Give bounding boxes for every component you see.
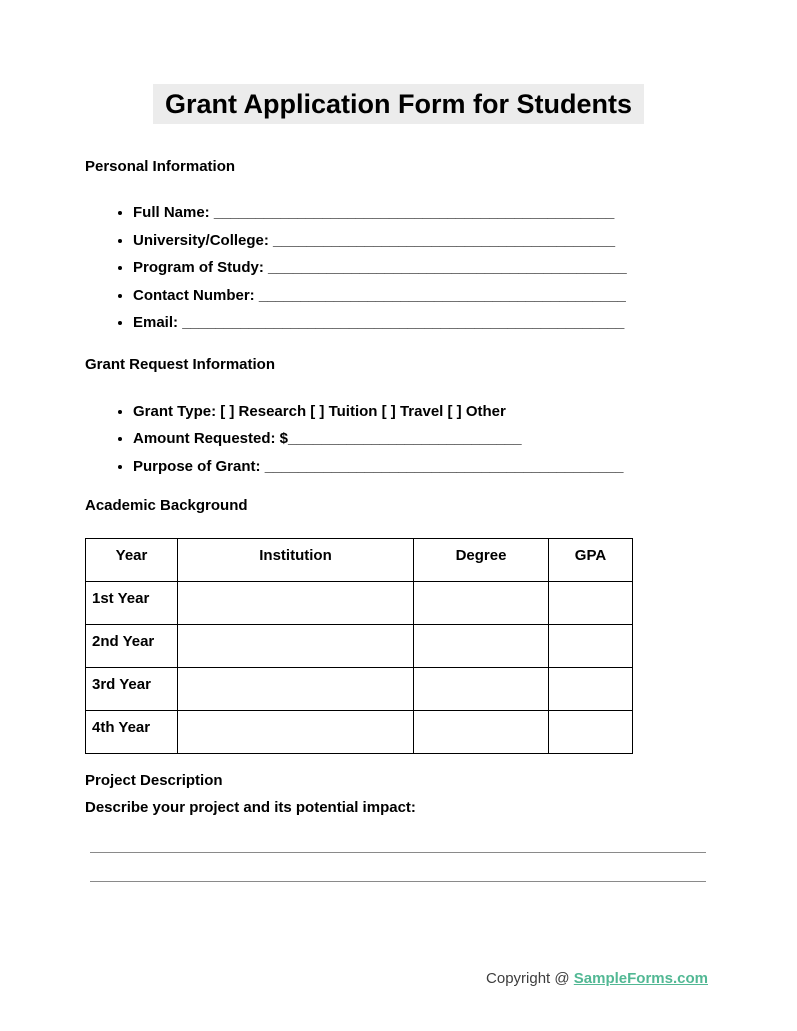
personal-information-list xyxy=(85,199,712,337)
copyright-text: Copyright @ xyxy=(486,970,574,987)
personal-information-heading: Personal Information xyxy=(85,158,236,175)
table-cell xyxy=(178,625,414,668)
grant-request-heading: Grant Request Information xyxy=(85,355,276,373)
field-grant-type xyxy=(133,398,712,426)
field-university-college xyxy=(133,227,712,255)
row-label-3rd-year: 3rd Year xyxy=(86,668,178,711)
column-header-institution: Institution xyxy=(178,539,414,582)
field-label: Program of Study: xyxy=(133,259,269,276)
sampleforms-link[interactable]: SampleForms.com xyxy=(573,970,708,987)
field-contact-number xyxy=(133,282,712,310)
field-label: Grant Type: xyxy=(133,402,221,420)
field-label: Full Name: xyxy=(133,204,214,221)
table-header-row xyxy=(86,539,633,582)
fill-in-blank: ____________________________ xyxy=(288,430,522,447)
grant-request-list xyxy=(85,398,712,481)
row-label-4th-year: 4th Year xyxy=(86,711,178,754)
response-line xyxy=(90,852,706,853)
table-row xyxy=(86,625,633,668)
fill-in-blank: ____________________________________________ xyxy=(258,286,626,304)
table-cell xyxy=(549,711,633,754)
table-cell xyxy=(414,668,549,711)
field-amount-requested xyxy=(133,425,712,453)
title-row xyxy=(85,84,712,124)
field-email xyxy=(133,309,712,337)
footer xyxy=(85,970,712,987)
academic-background-heading: Academic Background xyxy=(85,497,248,514)
fill-in-blank: _________________________________________ xyxy=(273,231,616,249)
fill-in-blank: _____________________________________________________ xyxy=(182,314,625,331)
table-cell xyxy=(549,625,633,668)
column-header-gpa: GPA xyxy=(549,539,633,582)
field-program-of-study xyxy=(133,254,712,282)
table-row xyxy=(86,711,633,754)
fill-in-blank: ___________________________________________ xyxy=(268,259,627,276)
table-cell xyxy=(549,582,633,625)
column-header-year: Year xyxy=(86,539,178,582)
table-row xyxy=(86,668,633,711)
column-header-degree: Degree xyxy=(414,539,549,582)
field-full-name xyxy=(133,199,712,227)
table-cell xyxy=(178,582,414,625)
row-label-2nd-year: 2nd Year xyxy=(86,625,178,668)
table-cell xyxy=(549,668,633,711)
fill-in-blank: ___________________________________________ xyxy=(264,457,624,475)
table-cell xyxy=(414,711,549,754)
project-description-prompt: Describe your project and its potential impact: xyxy=(85,799,416,816)
field-label: Contact Number: xyxy=(133,286,259,304)
field-purpose-of-grant xyxy=(133,453,712,481)
field-label: Amount Requested: $ xyxy=(133,430,289,447)
table-cell xyxy=(178,668,414,711)
project-description-heading: Project Description xyxy=(85,772,223,789)
fill-in-blank: ________________________________________________ xyxy=(213,204,615,221)
academic-background-table xyxy=(85,538,633,754)
field-label: Email: xyxy=(133,314,183,331)
response-line xyxy=(90,881,706,882)
field-label: University/College: xyxy=(133,231,274,249)
page-title: Grant Application Form for Students xyxy=(153,84,644,124)
table-row xyxy=(86,582,633,625)
grant-type-checkboxes: [ ] Research [ ] Tuition [ ] Travel [ ] Other xyxy=(220,402,506,420)
table-cell xyxy=(178,711,414,754)
table-cell xyxy=(414,625,549,668)
row-label-1st-year: 1st Year xyxy=(86,582,178,625)
field-label: Purpose of Grant: xyxy=(133,457,265,475)
table-cell xyxy=(414,582,549,625)
